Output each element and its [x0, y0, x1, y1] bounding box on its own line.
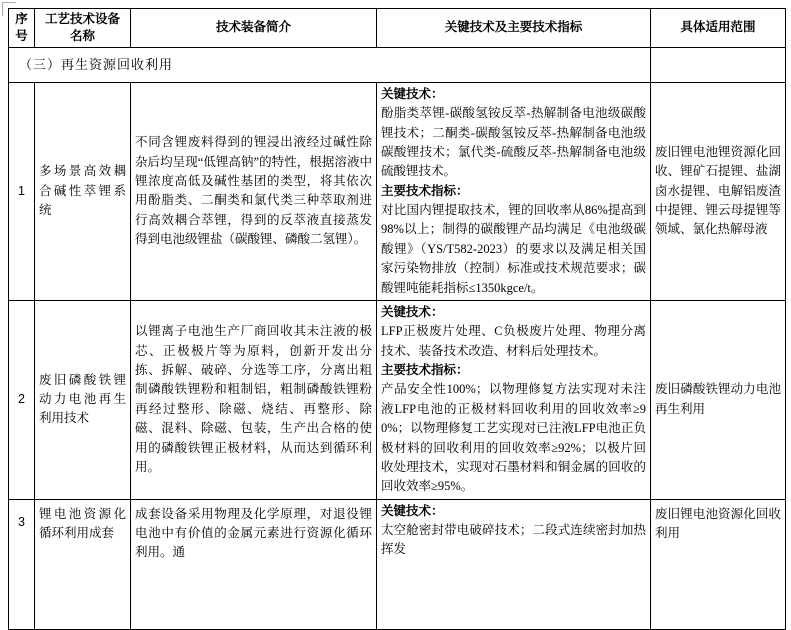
key-tech-cell [377, 82, 651, 300]
row-number: 2 [9, 300, 35, 499]
indicators-label: 主要技术指标： [381, 363, 469, 377]
indicators-text: 产品安全性100%；以物理修复方法实现对未注液LFP电池的正极材料回收利用的回收效率≥90%；以物理修复工艺实现对已注液LFP电池正负极材料的回收利用的回收效率≥92%；以极片回收处理技术，实现对石墨材料和铜金属的回收的回收效率≥95%。 [381, 382, 646, 494]
header-tech: 关键技术及主要技术指标 [377, 9, 651, 48]
equipment-name: 锂电池资源化循环利用成套 [35, 499, 131, 629]
key-tech-label: 关键技术： [381, 86, 444, 101]
header-name: 工艺技术设备名称 [35, 9, 131, 48]
equipment-name: 废旧磷酸铁锂动力电池再生利用技术 [35, 300, 131, 499]
scope-cell: 废旧磷酸铁锂动力电池再生利用 [651, 300, 786, 499]
key-tech-text: 太空舱密封带电破碎技术；二段式连续密封加热挥发 [381, 523, 646, 557]
header-no: 序号 [9, 9, 35, 48]
indicators-label: 主要技术指标： [381, 183, 469, 198]
table-header-row [9, 9, 786, 48]
table-row [9, 82, 786, 300]
equipment-intro: 以锂离子电池生产厂商回收其未注液的极芯、正极极片等为原料，创新开发出分拣、拆解、破碎、分选等工序，分离出粗制磷酸铁锂粉和粗制铝，粗制磷酸铁锂粉再经过整形、除磁、烧结、再整形、除磁、混料、除磁、包装，生产出合格的使用的磷酸铁锂正极材料，从而达到循环利用。 [131, 300, 377, 499]
row-number: 3 [9, 499, 35, 629]
key-tech-cell [377, 499, 651, 629]
key-tech-cell [377, 300, 651, 499]
row-number: 1 [9, 82, 35, 300]
section-empty-cell [651, 47, 786, 82]
key-tech-label: 关键技术： [381, 304, 444, 319]
key-tech-label: 关键技术： [381, 503, 444, 518]
header-intro: 技术装备简介 [131, 9, 377, 48]
scope-cell: 废旧锂电池锂资源化回收、锂矿石提锂、盐湖卤水提锂、电解铝废渣中提锂、锂云母提锂等领域、氯化热解母液 [651, 82, 786, 300]
section-row [9, 47, 786, 82]
key-tech-text: LFP正极废片处理、C负极废片处理、物理分离技术、装备技术改造、材料后处理技术。 [381, 324, 646, 358]
indicators-text: 对比国内锂提取技术，锂的回收率从86%提高到98%以上；制得的碳酸锂产品均满足《电池级碳酸锂》（YS/T582-2023）的要求以及满足相关国家污染物排放（控制）标准或技术规范要求；碳酸锂吨能耗指标≤1350kgce/t。 [381, 203, 646, 295]
equipment-table [8, 8, 786, 630]
scope-cell: 废旧锂电池资源化回收利用 [651, 499, 786, 629]
table-row [9, 499, 786, 629]
key-tech-text: 酚脂类萃锂-碳酸氢铵反萃-热解制备电池级碳酸锂技术；二酮类-碳酸氢铵反萃-热解制备电池级碳酸锂技术；氯代类-硫酸反萃-热解制备电池级硫酸锂技术。 [381, 106, 646, 179]
table-row [9, 300, 786, 499]
header-scope: 具体适用范围 [651, 9, 786, 48]
equipment-name: 多场景高效耦合碱性萃锂系统 [35, 82, 131, 300]
section-title: （三）再生资源回收利用 [9, 47, 651, 82]
equipment-intro: 成套设备采用物理及化学原理，对退役锂电池中有价值的金属元素进行资源化循环利用。通 [131, 499, 377, 629]
equipment-intro: 不同含锂废料得到的锂浸出液经过碱性除杂后均呈现“低锂高钠”的特性，根据溶液中锂浓度高低及碱性基团的类型，将其依次用酚脂类、二酮类和氯代类三种萃取剂进行高效耦合萃锂，得到的反萃液直接蒸发得到电池级锂盐（碳酸锂、磷酸二氢锂）。 [131, 82, 377, 300]
